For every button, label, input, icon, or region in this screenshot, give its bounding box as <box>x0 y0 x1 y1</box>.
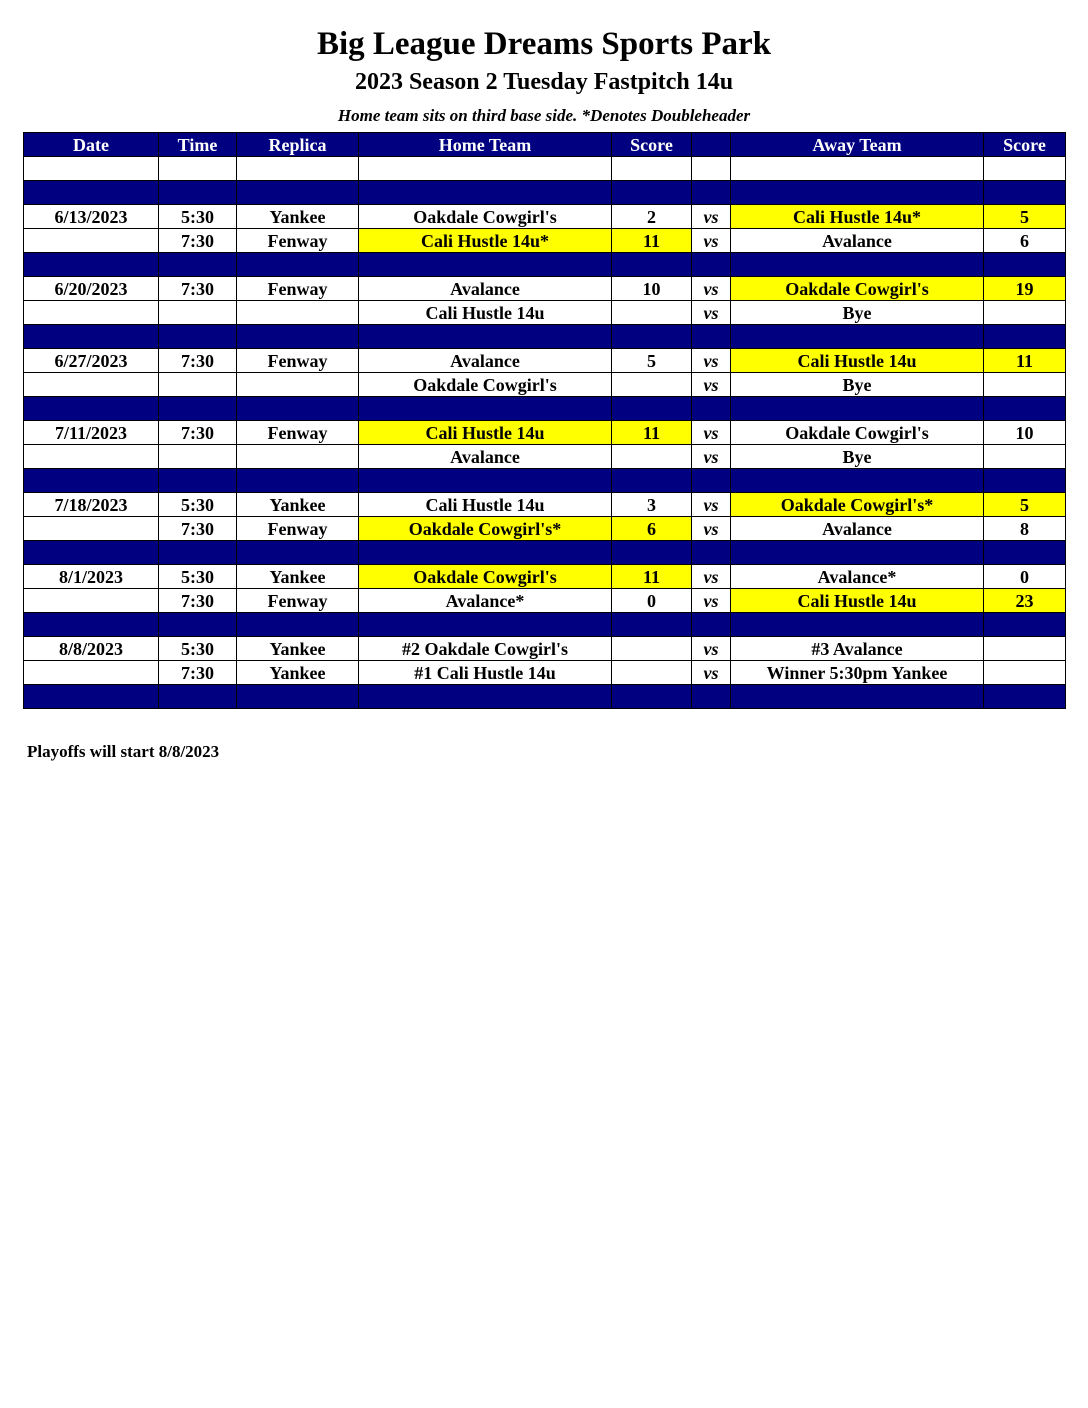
table-row <box>24 277 1066 301</box>
cell-date <box>24 229 159 253</box>
cell-date <box>24 373 159 397</box>
cell-time: 5:30 <box>159 205 237 229</box>
cell-away-score: 23 <box>984 589 1066 613</box>
col-header-home-score: Score <box>612 133 692 157</box>
empty-cell <box>731 469 984 493</box>
cell-replica <box>237 301 359 325</box>
cell-vs: vs <box>692 565 731 589</box>
empty-cell <box>612 325 692 349</box>
cell-home-team: Avalance <box>359 445 612 469</box>
cell-away-score <box>984 373 1066 397</box>
schedule-table <box>23 132 1066 709</box>
page-title: Big League Dreams Sports Park <box>316 26 772 62</box>
table-row <box>24 373 1066 397</box>
empty-cell <box>612 157 692 181</box>
empty-cell <box>24 157 159 181</box>
empty-cell <box>359 613 612 637</box>
table-row <box>24 661 1066 685</box>
cell-replica: Yankee <box>237 637 359 661</box>
table-header-row <box>24 133 1066 157</box>
empty-cell <box>359 181 612 205</box>
cell-away-team: Avalance* <box>731 565 984 589</box>
cell-away-score <box>984 637 1066 661</box>
empty-cell <box>692 541 731 565</box>
empty-cell <box>612 469 692 493</box>
cell-home-team: Oakdale Cowgirl's <box>359 373 612 397</box>
empty-cell <box>237 613 359 637</box>
separator-row <box>24 613 1066 637</box>
empty-cell <box>731 325 984 349</box>
cell-replica: Fenway <box>237 349 359 373</box>
cell-home-team: Avalance <box>359 277 612 301</box>
empty-cell <box>612 181 692 205</box>
empty-cell <box>24 397 159 421</box>
separator-row <box>24 253 1066 277</box>
cell-home-score: 11 <box>612 229 692 253</box>
cell-time: 7:30 <box>159 229 237 253</box>
empty-cell <box>692 613 731 637</box>
cell-date: 8/1/2023 <box>24 565 159 589</box>
cell-time: 7:30 <box>159 277 237 301</box>
cell-date: 7/11/2023 <box>24 421 159 445</box>
table-row <box>24 349 1066 373</box>
empty-cell <box>731 613 984 637</box>
empty-cell <box>159 181 237 205</box>
cell-home-score <box>612 301 692 325</box>
cell-vs: vs <box>692 445 731 469</box>
cell-replica: Fenway <box>237 277 359 301</box>
separator-row <box>24 685 1066 709</box>
empty-cell <box>731 397 984 421</box>
cell-vs: vs <box>692 493 731 517</box>
cell-time <box>159 373 237 397</box>
cell-time: 5:30 <box>159 493 237 517</box>
cell-away-team: Bye <box>731 301 984 325</box>
cell-away-team: Cali Hustle 14u <box>731 349 984 373</box>
cell-replica: Yankee <box>237 661 359 685</box>
empty-cell <box>612 541 692 565</box>
separator-row <box>24 469 1066 493</box>
cell-away-score: 6 <box>984 229 1066 253</box>
table-row <box>24 445 1066 469</box>
table-row <box>24 493 1066 517</box>
cell-away-team: Avalance <box>731 517 984 541</box>
cell-time: 5:30 <box>159 637 237 661</box>
col-header-away-score: Score <box>984 133 1066 157</box>
cell-away-team: Oakdale Cowgirl's* <box>731 493 984 517</box>
empty-cell <box>359 397 612 421</box>
cell-away-team: Cali Hustle 14u* <box>731 205 984 229</box>
cell-replica: Yankee <box>237 493 359 517</box>
cell-time: 5:30 <box>159 565 237 589</box>
empty-cell <box>612 613 692 637</box>
cell-away-team: Cali Hustle 14u <box>731 589 984 613</box>
cell-away-score: 5 <box>984 493 1066 517</box>
separator-row <box>24 397 1066 421</box>
cell-time: 7:30 <box>159 517 237 541</box>
empty-cell <box>24 181 159 205</box>
cell-home-score <box>612 661 692 685</box>
empty-cell <box>237 253 359 277</box>
cell-away-team: Oakdale Cowgirl's <box>731 421 984 445</box>
cell-replica <box>237 373 359 397</box>
empty-cell <box>237 325 359 349</box>
empty-cell <box>359 469 612 493</box>
cell-home-score <box>612 373 692 397</box>
col-header-vs <box>692 133 731 157</box>
empty-cell <box>612 685 692 709</box>
playoffs-note: Playoffs will start 8/8/2023 <box>27 742 220 761</box>
empty-cell <box>24 685 159 709</box>
cell-replica <box>237 445 359 469</box>
cell-vs: vs <box>692 229 731 253</box>
table-row <box>24 637 1066 661</box>
cell-vs: vs <box>692 517 731 541</box>
schedule-body <box>24 157 1066 709</box>
cell-date: 7/18/2023 <box>24 493 159 517</box>
cell-home-score <box>612 637 692 661</box>
cell-home-score: 11 <box>612 421 692 445</box>
empty-cell <box>159 157 237 181</box>
empty-cell <box>359 157 612 181</box>
empty-cell <box>159 613 237 637</box>
empty-cell <box>612 397 692 421</box>
col-header-time: Time <box>159 133 237 157</box>
empty-cell <box>692 253 731 277</box>
empty-cell <box>237 157 359 181</box>
cell-time: 7:30 <box>159 349 237 373</box>
empty-cell <box>984 469 1066 493</box>
empty-cell <box>159 253 237 277</box>
separator-row <box>24 181 1066 205</box>
cell-vs: vs <box>692 373 731 397</box>
cell-date <box>24 517 159 541</box>
page-subtitle: 2023 Season 2 Tuesday Fastpitch 14u <box>354 69 734 95</box>
empty-cell <box>159 325 237 349</box>
table-row <box>24 205 1066 229</box>
empty-cell <box>24 613 159 637</box>
cell-date <box>24 589 159 613</box>
cell-replica: Yankee <box>237 565 359 589</box>
cell-away-team: Avalance <box>731 229 984 253</box>
empty-cell <box>692 157 731 181</box>
empty-cell <box>359 253 612 277</box>
empty-cell <box>24 541 159 565</box>
empty-cell <box>731 541 984 565</box>
cell-time <box>159 445 237 469</box>
empty-cell <box>237 181 359 205</box>
cell-home-team: #2 Oakdale Cowgirl's <box>359 637 612 661</box>
table-row <box>24 229 1066 253</box>
cell-home-score: 3 <box>612 493 692 517</box>
cell-time: 7:30 <box>159 421 237 445</box>
empty-cell <box>237 397 359 421</box>
cell-date <box>24 661 159 685</box>
cell-replica: Fenway <box>237 421 359 445</box>
cell-away-score: 5 <box>984 205 1066 229</box>
empty-cell <box>159 397 237 421</box>
col-header-replica: Replica <box>237 133 359 157</box>
cell-vs: vs <box>692 661 731 685</box>
empty-cell <box>692 469 731 493</box>
empty-cell <box>359 541 612 565</box>
empty-cell <box>237 469 359 493</box>
empty-cell <box>984 325 1066 349</box>
cell-home-score: 11 <box>612 565 692 589</box>
cell-home-team: Oakdale Cowgirl's <box>359 205 612 229</box>
empty-cell <box>731 253 984 277</box>
empty-cell <box>24 325 159 349</box>
schedule-note: Home team sits on third base side. *Denotes Doubleheader <box>337 106 751 125</box>
cell-time: 7:30 <box>159 589 237 613</box>
cell-vs: vs <box>692 277 731 301</box>
cell-time: 7:30 <box>159 661 237 685</box>
empty-cell <box>984 613 1066 637</box>
cell-away-score: 19 <box>984 277 1066 301</box>
empty-cell <box>359 325 612 349</box>
empty-cell <box>731 685 984 709</box>
cell-home-score: 10 <box>612 277 692 301</box>
cell-home-team: Cali Hustle 14u* <box>359 229 612 253</box>
empty-cell <box>692 685 731 709</box>
empty-cell <box>24 469 159 493</box>
cell-date <box>24 445 159 469</box>
table-row <box>24 517 1066 541</box>
empty-cell <box>24 253 159 277</box>
empty-cell <box>237 685 359 709</box>
cell-home-score: 0 <box>612 589 692 613</box>
empty-cell <box>237 541 359 565</box>
cell-replica: Fenway <box>237 589 359 613</box>
cell-date <box>24 301 159 325</box>
cell-vs: vs <box>692 421 731 445</box>
cell-home-team: Oakdale Cowgirl's* <box>359 517 612 541</box>
cell-away-score: 11 <box>984 349 1066 373</box>
empty-cell <box>159 541 237 565</box>
empty-cell <box>731 181 984 205</box>
empty-cell <box>692 397 731 421</box>
cell-away-score <box>984 445 1066 469</box>
empty-cell <box>159 685 237 709</box>
blank-row <box>24 157 1066 181</box>
cell-vs: vs <box>692 349 731 373</box>
cell-vs: vs <box>692 589 731 613</box>
cell-vs: vs <box>692 637 731 661</box>
empty-cell <box>984 541 1066 565</box>
empty-cell <box>692 325 731 349</box>
separator-row <box>24 541 1066 565</box>
cell-home-team: Cali Hustle 14u <box>359 421 612 445</box>
cell-home-team: Avalance* <box>359 589 612 613</box>
cell-away-team: Oakdale Cowgirl's <box>731 277 984 301</box>
empty-cell <box>984 181 1066 205</box>
cell-replica: Fenway <box>237 517 359 541</box>
empty-cell <box>984 685 1066 709</box>
cell-away-team: Winner 5:30pm Yankee <box>731 661 984 685</box>
cell-home-team: #1 Cali Hustle 14u <box>359 661 612 685</box>
cell-vs: vs <box>692 205 731 229</box>
empty-cell <box>359 685 612 709</box>
table-row <box>24 565 1066 589</box>
cell-away-score: 10 <box>984 421 1066 445</box>
cell-home-score: 5 <box>612 349 692 373</box>
cell-away-score <box>984 301 1066 325</box>
table-row <box>24 421 1066 445</box>
empty-cell <box>984 253 1066 277</box>
cell-date: 8/8/2023 <box>24 637 159 661</box>
cell-away-score <box>984 661 1066 685</box>
col-header-away-team: Away Team <box>731 133 984 157</box>
empty-cell <box>984 397 1066 421</box>
cell-home-team: Oakdale Cowgirl's <box>359 565 612 589</box>
cell-date: 6/13/2023 <box>24 205 159 229</box>
separator-row <box>24 325 1066 349</box>
empty-cell <box>731 157 984 181</box>
cell-away-team: Bye <box>731 373 984 397</box>
cell-away-team: #3 Avalance <box>731 637 984 661</box>
cell-home-score: 6 <box>612 517 692 541</box>
cell-date: 6/20/2023 <box>24 277 159 301</box>
col-header-home-team: Home Team <box>359 133 612 157</box>
table-row <box>24 301 1066 325</box>
col-header-date: Date <box>24 133 159 157</box>
cell-home-team: Cali Hustle 14u <box>359 493 612 517</box>
table-row <box>24 589 1066 613</box>
cell-replica: Fenway <box>237 229 359 253</box>
empty-cell <box>612 253 692 277</box>
cell-away-team: Bye <box>731 445 984 469</box>
cell-home-score: 2 <box>612 205 692 229</box>
cell-time <box>159 301 237 325</box>
empty-cell <box>984 157 1066 181</box>
cell-home-team: Cali Hustle 14u <box>359 301 612 325</box>
empty-cell <box>159 469 237 493</box>
cell-date: 6/27/2023 <box>24 349 159 373</box>
cell-home-team: Avalance <box>359 349 612 373</box>
cell-replica: Yankee <box>237 205 359 229</box>
cell-away-score: 8 <box>984 517 1066 541</box>
cell-vs: vs <box>692 301 731 325</box>
cell-home-score <box>612 445 692 469</box>
empty-cell <box>692 181 731 205</box>
cell-away-score: 0 <box>984 565 1066 589</box>
